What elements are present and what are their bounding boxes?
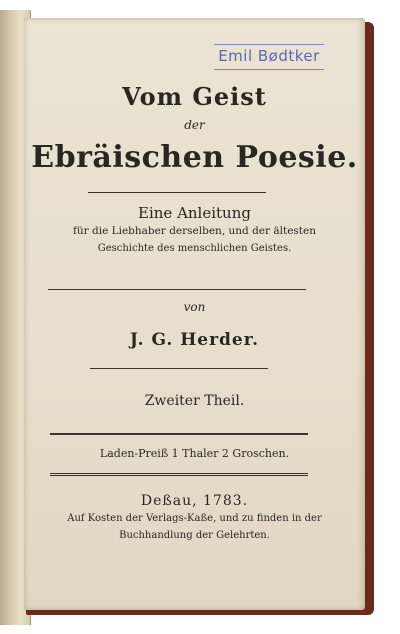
author-von: von	[183, 300, 206, 314]
subtitle-line-2: für die Liebhaber derselben, und der ältesten	[72, 225, 317, 237]
ownership-stamp: Emil Bødtker	[214, 44, 324, 70]
rule-under-title	[88, 192, 266, 193]
imprint-line-1: Auf Kosten der Verlags-Kaße, und zu finden in der	[67, 513, 322, 524]
imprint-place-year: Deßau, 1783.	[140, 493, 249, 509]
rule-above-price	[50, 433, 308, 435]
title-der: der	[184, 118, 205, 132]
imprint-line-2: Buchhandlung der Gelehrten.	[119, 530, 270, 541]
volume-part: Zweiter Theil.	[144, 393, 245, 409]
author-name: J. G. Herder.	[129, 330, 260, 350]
rule-below-price	[50, 473, 308, 476]
title-line-2: Ebräischen Poesie.	[31, 140, 358, 175]
subtitle-line-3: Geschichte des menschlichen Geistes.	[97, 243, 292, 254]
rule-under-author	[90, 368, 268, 369]
subtitle-line-1: Eine Anleitung	[138, 204, 251, 222]
price-line: Laden-Preiß 1 Thaler 2 Groschen.	[99, 447, 290, 460]
title-line-1: Vom Geist	[122, 82, 267, 111]
rule-under-subtitle	[48, 289, 306, 290]
